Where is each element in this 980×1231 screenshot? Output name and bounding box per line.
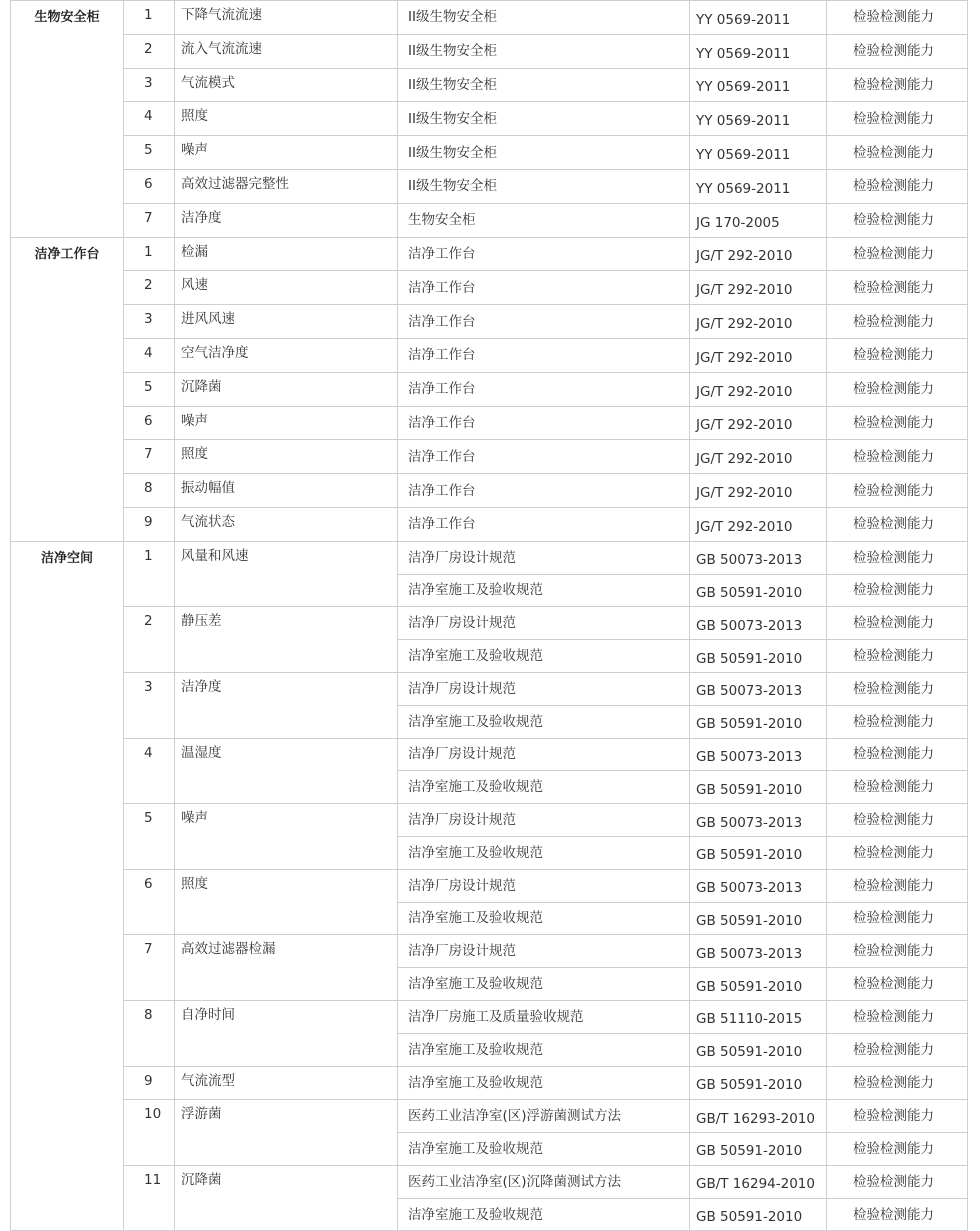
capability-label: 检验检测能力 xyxy=(827,1133,968,1166)
test-object: 洁净厂房设计规范 xyxy=(398,804,690,837)
capability-label: 检验检测能力 xyxy=(827,1165,968,1198)
capability-label: 检验检测能力 xyxy=(827,541,968,574)
table-row xyxy=(11,474,968,508)
capability-label: 检验检测能力 xyxy=(827,34,968,68)
item-number: 7 xyxy=(124,935,175,1001)
item-number: 6 xyxy=(124,406,175,440)
item-name: 高效过滤器检漏 xyxy=(175,935,398,1001)
standard-code: YY 0569-2011 xyxy=(690,34,827,68)
standard-code: JG/T 292-2010 xyxy=(690,338,827,372)
capability-label: 检验检测能力 xyxy=(827,1066,968,1100)
capability-label: 检验检测能力 xyxy=(827,869,968,902)
capability-label: 检验检测能力 xyxy=(827,607,968,640)
item-name: 振动幅值 xyxy=(175,474,398,508)
test-object: 洁净工作台 xyxy=(398,406,690,440)
item-name: 噪声 xyxy=(175,804,398,870)
table-row xyxy=(11,440,968,474)
standard-code: JG/T 292-2010 xyxy=(690,305,827,339)
test-object: II级生物安全柜 xyxy=(398,68,690,102)
capability-label: 检验检测能力 xyxy=(827,338,968,372)
standard-code: GB 50591-2010 xyxy=(690,1198,827,1231)
item-number: 3 xyxy=(124,305,175,339)
item-name: 气流模式 xyxy=(175,68,398,102)
item-name: 洁净度 xyxy=(175,672,398,738)
capability-label: 检验检测能力 xyxy=(827,203,968,237)
item-number: 5 xyxy=(124,136,175,170)
item-number: 4 xyxy=(124,338,175,372)
item-name: 气流流型 xyxy=(175,1066,398,1100)
capability-label: 检验检测能力 xyxy=(827,271,968,305)
capability-label: 检验检测能力 xyxy=(827,672,968,705)
test-object: II级生物安全柜 xyxy=(398,1,690,35)
standard-code: GB 50073-2013 xyxy=(690,935,827,968)
standard-code: GB 50591-2010 xyxy=(690,771,827,804)
item-number: 8 xyxy=(124,1000,175,1066)
test-object: 洁净工作台 xyxy=(398,474,690,508)
item-name: 空气洁净度 xyxy=(175,338,398,372)
table-row xyxy=(11,607,968,640)
category-cell: 洁净工作台 xyxy=(11,237,124,541)
item-name: 噪声 xyxy=(175,136,398,170)
item-name: 浮游菌 xyxy=(175,1100,398,1166)
test-object: 洁净室施工及验收规范 xyxy=(398,771,690,804)
capability-label: 检验检测能力 xyxy=(827,902,968,935)
test-object: 洁净厂房施工及质量验收规范 xyxy=(398,1000,690,1033)
capability-label: 检验检测能力 xyxy=(827,935,968,968)
table-row xyxy=(11,541,968,574)
item-number: 7 xyxy=(124,440,175,474)
standard-code: GB 50591-2010 xyxy=(690,640,827,673)
test-object: 洁净厂房设计规范 xyxy=(398,541,690,574)
standard-code: JG/T 292-2010 xyxy=(690,406,827,440)
capability-label: 检验检测能力 xyxy=(827,640,968,673)
item-name: 沉降菌 xyxy=(175,1165,398,1231)
item-number: 2 xyxy=(124,34,175,68)
standard-code: GB/T 16294-2010 xyxy=(690,1165,827,1198)
test-object: 洁净室施工及验收规范 xyxy=(398,1198,690,1231)
standard-code: GB 50591-2010 xyxy=(690,902,827,935)
item-number: 10 xyxy=(124,1100,175,1166)
table-row xyxy=(11,338,968,372)
item-name: 温湿度 xyxy=(175,738,398,804)
standard-code: JG/T 292-2010 xyxy=(690,372,827,406)
standard-code: JG/T 292-2010 xyxy=(690,271,827,305)
item-number: 9 xyxy=(124,507,175,541)
test-object: 洁净室施工及验收规范 xyxy=(398,902,690,935)
item-number: 3 xyxy=(124,672,175,738)
standard-code: YY 0569-2011 xyxy=(690,68,827,102)
standard-code: YY 0569-2011 xyxy=(690,1,827,35)
capability-label: 检验检测能力 xyxy=(827,169,968,203)
capability-label: 检验检测能力 xyxy=(827,771,968,804)
test-capability-table-container xyxy=(10,0,968,1231)
item-name: 下降气流流速 xyxy=(175,1,398,35)
test-capability-table xyxy=(10,0,968,1231)
test-object: 洁净室施工及验收规范 xyxy=(398,836,690,869)
capability-label: 检验检测能力 xyxy=(827,136,968,170)
table-row xyxy=(11,1165,968,1198)
test-object: 洁净室施工及验收规范 xyxy=(398,574,690,607)
table-row xyxy=(11,738,968,771)
item-name: 检漏 xyxy=(175,237,398,271)
item-number: 6 xyxy=(124,869,175,935)
test-object: 洁净室施工及验收规范 xyxy=(398,1033,690,1066)
capability-label: 检验检测能力 xyxy=(827,968,968,1001)
item-name: 高效过滤器完整性 xyxy=(175,169,398,203)
capability-label: 检验检测能力 xyxy=(827,1100,968,1133)
capability-label: 检验检测能力 xyxy=(827,474,968,508)
standard-code: GB 51110-2015 xyxy=(690,1000,827,1033)
standard-code: GB/T 16293-2010 xyxy=(690,1100,827,1133)
test-object: 洁净工作台 xyxy=(398,305,690,339)
capability-label: 检验检测能力 xyxy=(827,1000,968,1033)
item-number: 4 xyxy=(124,738,175,804)
standard-code: YY 0569-2011 xyxy=(690,169,827,203)
test-object: II级生物安全柜 xyxy=(398,34,690,68)
item-number: 3 xyxy=(124,68,175,102)
test-object: 洁净工作台 xyxy=(398,237,690,271)
test-object: 洁净厂房设计规范 xyxy=(398,935,690,968)
standard-code: JG 170-2005 xyxy=(690,203,827,237)
item-name: 进风风速 xyxy=(175,305,398,339)
item-name: 照度 xyxy=(175,102,398,136)
standard-code: YY 0569-2011 xyxy=(690,102,827,136)
test-object: 洁净工作台 xyxy=(398,440,690,474)
standard-code: GB 50073-2013 xyxy=(690,607,827,640)
capability-label: 检验检测能力 xyxy=(827,507,968,541)
table-row xyxy=(11,1100,968,1133)
standard-code: GB 50073-2013 xyxy=(690,738,827,771)
capability-label: 检验检测能力 xyxy=(827,574,968,607)
table-row xyxy=(11,136,968,170)
item-name: 自净时间 xyxy=(175,1000,398,1066)
test-object: 洁净工作台 xyxy=(398,507,690,541)
table-row xyxy=(11,271,968,305)
test-object: 洁净工作台 xyxy=(398,338,690,372)
table-row xyxy=(11,1000,968,1033)
item-number: 1 xyxy=(124,1,175,35)
standard-code: JG/T 292-2010 xyxy=(690,440,827,474)
item-number: 2 xyxy=(124,271,175,305)
capability-label: 检验检测能力 xyxy=(827,406,968,440)
table-row xyxy=(11,1066,968,1100)
test-object: 医药工业洁净室(区)浮游菌测试方法 xyxy=(398,1100,690,1133)
capability-label: 检验检测能力 xyxy=(827,440,968,474)
item-name: 静压差 xyxy=(175,607,398,673)
category-cell: 生物安全柜 xyxy=(11,1,124,238)
test-object: 洁净厂房设计规范 xyxy=(398,672,690,705)
item-name: 风速 xyxy=(175,271,398,305)
standard-code: YY 0569-2011 xyxy=(690,136,827,170)
standard-code: JG/T 292-2010 xyxy=(690,237,827,271)
category-cell: 洁净空间 xyxy=(11,541,124,1231)
capability-label: 检验检测能力 xyxy=(827,237,968,271)
table-row xyxy=(11,102,968,136)
standard-code: GB 50073-2013 xyxy=(690,672,827,705)
capability-label: 检验检测能力 xyxy=(827,705,968,738)
test-object: 洁净室施工及验收规范 xyxy=(398,1133,690,1166)
capability-label: 检验检测能力 xyxy=(827,836,968,869)
standard-code: GB 50591-2010 xyxy=(690,968,827,1001)
item-name: 风量和风速 xyxy=(175,541,398,607)
test-object: 洁净室施工及验收规范 xyxy=(398,705,690,738)
test-object: 洁净厂房设计规范 xyxy=(398,738,690,771)
capability-label: 检验检测能力 xyxy=(827,738,968,771)
standard-code: JG/T 292-2010 xyxy=(690,507,827,541)
test-object: 洁净室施工及验收规范 xyxy=(398,1066,690,1100)
item-number: 2 xyxy=(124,607,175,673)
capability-label: 检验检测能力 xyxy=(827,1198,968,1231)
test-object: 洁净厂房设计规范 xyxy=(398,607,690,640)
standard-code: GB 50073-2013 xyxy=(690,541,827,574)
capability-label: 检验检测能力 xyxy=(827,372,968,406)
item-number: 11 xyxy=(124,1165,175,1231)
test-object: II级生物安全柜 xyxy=(398,102,690,136)
standard-code: GB 50591-2010 xyxy=(690,1033,827,1066)
table-row xyxy=(11,507,968,541)
table-row xyxy=(11,372,968,406)
item-name: 噪声 xyxy=(175,406,398,440)
test-object: 洁净室施工及验收规范 xyxy=(398,640,690,673)
test-object: 洁净工作台 xyxy=(398,271,690,305)
item-name: 流入气流流速 xyxy=(175,34,398,68)
capability-label: 检验检测能力 xyxy=(827,102,968,136)
capability-label: 检验检测能力 xyxy=(827,1033,968,1066)
standard-code: JG/T 292-2010 xyxy=(690,474,827,508)
item-number: 6 xyxy=(124,169,175,203)
item-number: 7 xyxy=(124,203,175,237)
table-row xyxy=(11,869,968,902)
capability-label: 检验检测能力 xyxy=(827,305,968,339)
item-name: 照度 xyxy=(175,869,398,935)
standard-code: GB 50073-2013 xyxy=(690,804,827,837)
table-row xyxy=(11,935,968,968)
table-row xyxy=(11,169,968,203)
test-object: II级生物安全柜 xyxy=(398,136,690,170)
item-number: 1 xyxy=(124,237,175,271)
capability-label: 检验检测能力 xyxy=(827,1,968,35)
standard-code: GB 50591-2010 xyxy=(690,574,827,607)
test-object: 洁净厂房设计规范 xyxy=(398,869,690,902)
test-object: 洁净室施工及验收规范 xyxy=(398,968,690,1001)
item-name: 气流状态 xyxy=(175,507,398,541)
capability-label: 检验检测能力 xyxy=(827,68,968,102)
table-body xyxy=(11,1,968,1231)
standard-code: GB 50073-2013 xyxy=(690,869,827,902)
standard-code: GB 50591-2010 xyxy=(690,705,827,738)
table-row xyxy=(11,68,968,102)
item-number: 4 xyxy=(124,102,175,136)
table-row xyxy=(11,305,968,339)
item-name: 洁净度 xyxy=(175,203,398,237)
test-object: 生物安全柜 xyxy=(398,203,690,237)
test-object: 医药工业洁净室(区)沉降菌测试方法 xyxy=(398,1165,690,1198)
item-number: 5 xyxy=(124,804,175,870)
table-row xyxy=(11,1,968,35)
item-number: 1 xyxy=(124,541,175,607)
capability-label: 检验检测能力 xyxy=(827,804,968,837)
table-row xyxy=(11,672,968,705)
item-number: 9 xyxy=(124,1066,175,1100)
item-number: 5 xyxy=(124,372,175,406)
table-row xyxy=(11,406,968,440)
table-row xyxy=(11,804,968,837)
test-object: II级生物安全柜 xyxy=(398,169,690,203)
standard-code: GB 50591-2010 xyxy=(690,1066,827,1100)
test-object: 洁净工作台 xyxy=(398,372,690,406)
table-row xyxy=(11,203,968,237)
item-name: 沉降菌 xyxy=(175,372,398,406)
item-number: 8 xyxy=(124,474,175,508)
standard-code: GB 50591-2010 xyxy=(690,1133,827,1166)
table-row xyxy=(11,34,968,68)
item-name: 照度 xyxy=(175,440,398,474)
standard-code: GB 50591-2010 xyxy=(690,836,827,869)
table-row xyxy=(11,237,968,271)
